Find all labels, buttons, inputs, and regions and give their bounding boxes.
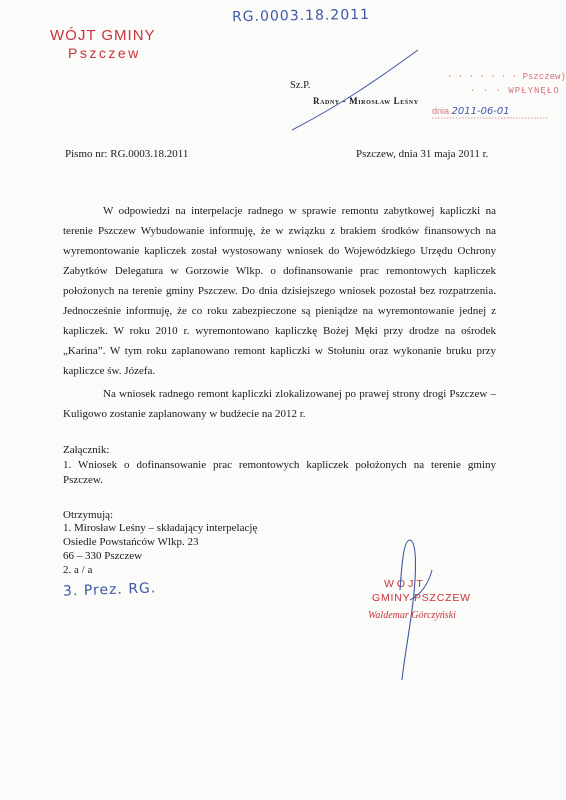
signature-stamp-title: WÓJT xyxy=(384,578,426,590)
recipient-line: Osiedle Powstańców Wlkp. 23 xyxy=(63,536,199,548)
letter-reference: Pismo nr: RG.0003.18.2011 xyxy=(65,148,189,160)
recipient-line: 66 – 330 Pszczew xyxy=(63,550,143,562)
stamp-date-prefix: dnia xyxy=(432,106,450,116)
recipient-line: 1. Mirosław Leśny – składający interpelację xyxy=(63,522,258,534)
addressee-name: Radny - Mirosław Leśny xyxy=(313,96,419,106)
pen-stroke-addressee xyxy=(292,50,418,130)
signature-stamp-name: Waldemar Górczyński xyxy=(368,610,456,621)
received-stamp-date xyxy=(432,106,510,117)
recipients-heading: Otrzymują: xyxy=(63,509,114,521)
handwritten-reference: RG.0003.18.2011 xyxy=(231,6,371,26)
letterhead-title: WÓJT GMINY xyxy=(50,27,156,44)
signature-stamp-office: GMINY PSZCZEW xyxy=(372,592,471,604)
attachment-heading: Załącznik: xyxy=(63,444,110,456)
stamp-date-handwritten: 2011-06-01 xyxy=(451,106,510,117)
attachment-text: 1. Wniosek o dofinansowanie prac remontowych kapliczek położonych na terenie gminy Pszczew. xyxy=(63,459,496,486)
recipient-line: 2. a / a xyxy=(63,564,93,576)
body-paragraph-2: Na wniosek radnego remont kapliczki zlokalizowanej po prawej strony drogi Pszczew – Kuligowo zostanie zaplanowany w budżecie na 2012 r. xyxy=(63,388,496,420)
handwritten-note: 3. Prez. RG. xyxy=(62,580,157,600)
place-date: Pszczew, dnia 31 maja 2011 r. xyxy=(356,148,489,160)
received-stamp-line2: · · · WPŁYNĘŁO xyxy=(470,86,560,96)
received-stamp-line1: · · · · · · · Pszczew) xyxy=(447,72,566,82)
body-paragraph-1: W odpowiedzi na interpelacje radnego w sprawie remontu zabytkowej kapliczki na terenie Pszczew Wybudowanie informuję, że w związku z brakiem środków finansowych na wyremontowanie kapliczek został wystosowany wniosek do Wojewódzkiego Urzędu Ochrony Zabytków Delegatura w Gorzowie Wlkp. o dofinansowanie prac remontowych kapliczek położonych na terenie gminy Pszczew. Do dnia dzisiejszego wniosek pozostał bez rozpatrzenia. Jednocześnie informuję, że co roku zabezpieczone są pieniądze na wyremontowanie jednej z kapliczek. W roku 2010 r. wyremontowano kapliczkę Bożej Męki przy drodze na ośrodek „Karina”. W tym roku zaplanowano remont kapliczki w Stołuniu oraz wykonanie bruku przy kapliczce św. Józefa. xyxy=(63,205,496,377)
addressee-salutation: Sz.P. xyxy=(290,80,311,91)
letterhead-place: Pszczew xyxy=(68,45,141,61)
